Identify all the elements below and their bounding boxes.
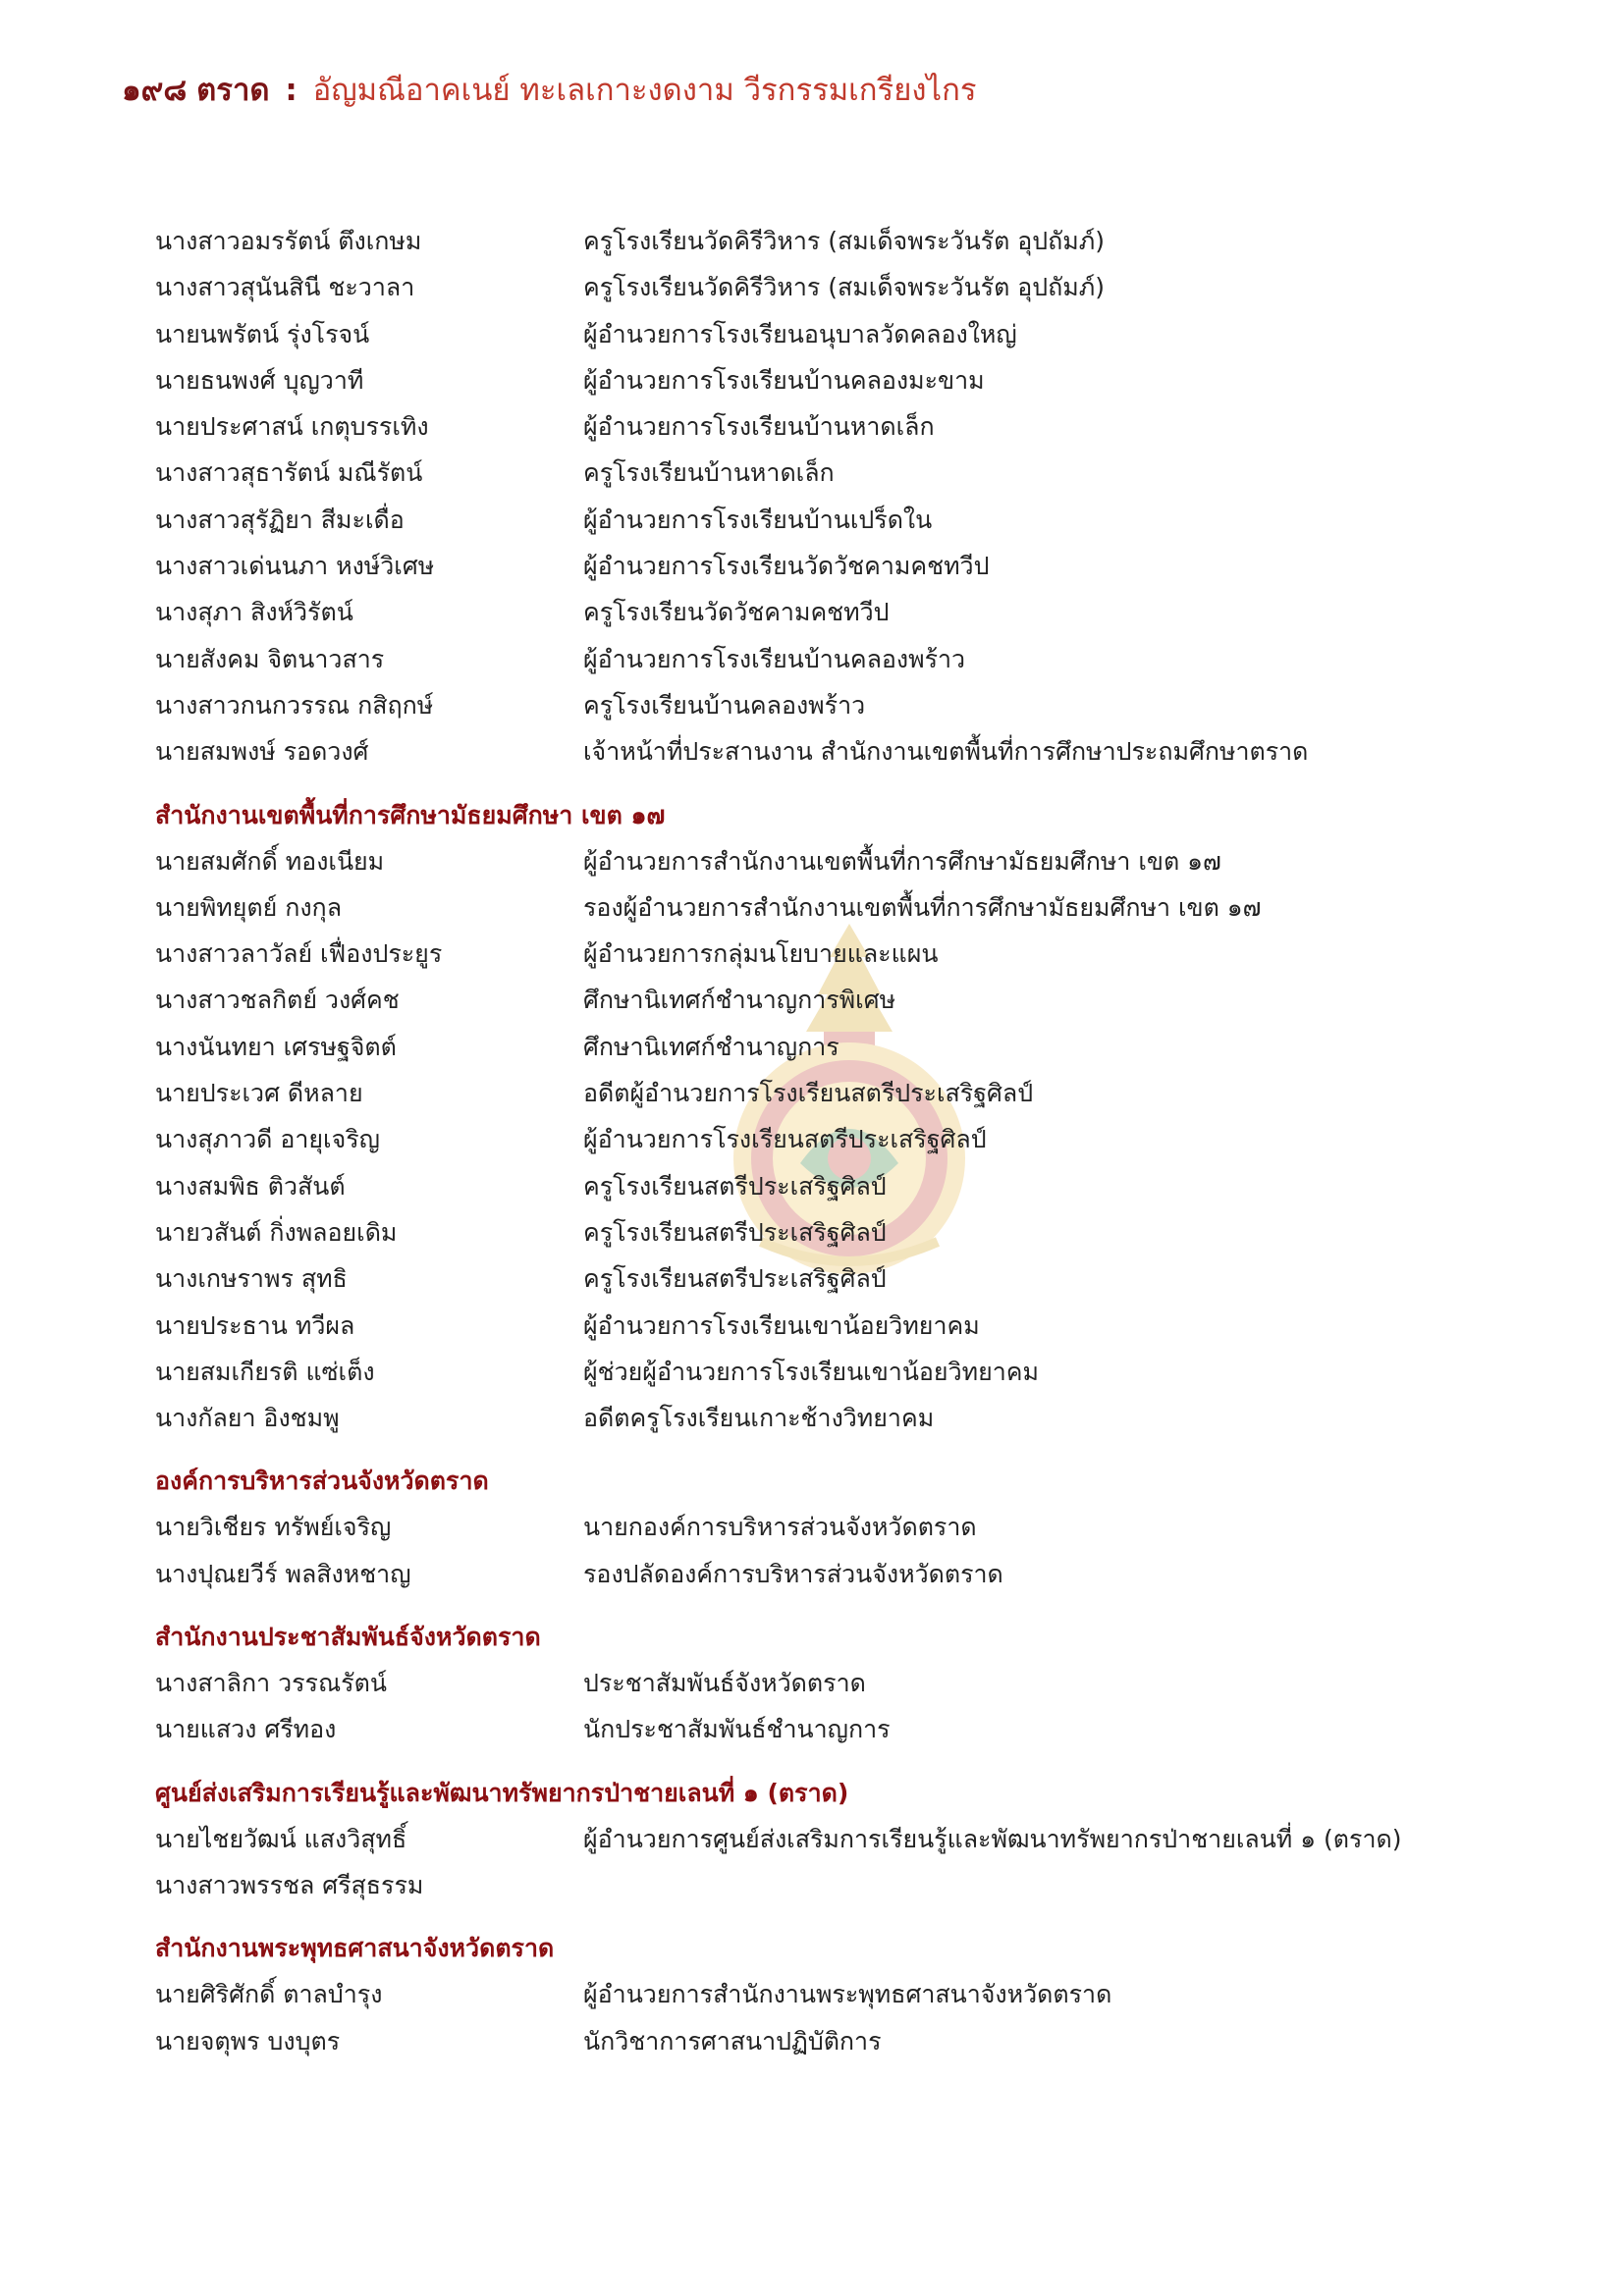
list-item (155, 1816, 1549, 1862)
list-item (155, 450, 1549, 496)
section-title: ศูนย์ส่งเสริมการเรียนรู้และพัฒนาทรัพยากรป่าชายเลนที่ ๑ (ตราด) (155, 1778, 849, 1807)
list-item (155, 1209, 1549, 1255)
list-item (155, 1303, 1549, 1349)
person-position: ครูโรงเรียนสตรีประเสริฐศิลป์ (583, 1264, 887, 1294)
list-item (155, 1971, 1549, 2017)
person-name: นางปุณยวีร์ พลสิงหชาญ (155, 1559, 411, 1588)
list-item (155, 1395, 1549, 1441)
list-item (155, 403, 1549, 450)
section (155, 793, 1549, 1442)
person-position: ผู้อำนวยการโรงเรียนสตรีประเสริฐศิลป์ (583, 1125, 987, 1154)
person-name: นายวสันต์ กิ่งพลอยเดิม (155, 1217, 398, 1247)
person-position: ผู้อำนวยการโรงเรียนเขาน้อยวิทยาคม (583, 1310, 980, 1340)
person-position: ประชาสัมพันธ์จังหวัดตราด (583, 1669, 866, 1698)
person-position: นักประชาสัมพันธ์ชำนาญการ (583, 1715, 891, 1744)
section-title: องค์การบริหารส่วนจังหวัดตราด (155, 1467, 489, 1496)
list-item (155, 1862, 1549, 1908)
person-name: นางสาวกนกวรรณ กสิฤกษ์ (155, 690, 434, 720)
list-item (155, 838, 1549, 884)
list-item (155, 682, 1549, 728)
list-item (155, 1116, 1549, 1162)
list-item (155, 977, 1549, 1023)
section (155, 1459, 1549, 1597)
person-name: นางนันทยา เศรษฐจิตต์ (155, 1032, 397, 1061)
person-name: นายพิทยุตย์ กงกุล (155, 892, 343, 922)
list-item (155, 931, 1549, 977)
list-item (155, 1504, 1549, 1550)
person-name: นายสังคม จิตนาวสาร (155, 644, 385, 673)
list-item (155, 1070, 1549, 1116)
person-position: ผู้อำนวยการศูนย์ส่งเสริมการเรียนรู้และพัฒนาทรัพยากรป่าชายเลนที่ ๑ (ตราด) (583, 1824, 1402, 1853)
person-name: นายประศาสน์ เกตุบรรเทิง (155, 412, 429, 442)
intro-list (155, 218, 1549, 775)
person-position: อดีตครูโรงเรียนเกาะช้างวิทยาคม (583, 1404, 935, 1433)
person-name: นางสมพิธ ติวสันต์ (155, 1171, 346, 1201)
person-position: ครูโรงเรียนวัดวัชคามคชทวีป (583, 598, 890, 627)
person-name: นางสาลิกา วรรณรัตน์ (155, 1669, 387, 1698)
sections-container (155, 793, 1549, 2064)
section-title: สำนักงานพระพุทธศาสนาจังหวัดตราด (155, 1934, 555, 1963)
person-name: นางสุภา สิงห์วิรัตน์ (155, 598, 353, 627)
person-name: นางสาวสุธารัตน์ มณีรัตน์ (155, 458, 423, 488)
list-item (155, 728, 1549, 774)
list-item (155, 589, 1549, 635)
person-position: ครูโรงเรียนวัดคิรีวิหาร (สมเด็จพระวันรัต อุปถัมภ์) (583, 273, 1106, 302)
person-name: นางสาวอมรรัตน์ ตึงเกษม (155, 227, 422, 255)
section (155, 1615, 1549, 1753)
person-name: นายประเวศ ดีหลาย (155, 1079, 363, 1108)
person-position: ผู้ช่วยผู้อำนวยการโรงเรียนเขาน้อยวิทยาคม (583, 1357, 1039, 1386)
person-position: ผู้อำนวยการโรงเรียนบ้านเปร็ดใน (583, 505, 933, 534)
person-position: รองปลัดองค์การบริหารส่วนจังหวัดตราด (583, 1559, 1003, 1588)
section (155, 1771, 1549, 1909)
list-item (155, 218, 1549, 264)
person-position: ผู้อำนวยการโรงเรียนบ้านหาดเล็ก (583, 412, 935, 442)
person-name: นายนพรัตน์ รุ่งโรจน์ (155, 319, 370, 348)
list-item (155, 264, 1549, 310)
province-name: ตราด (196, 73, 270, 108)
person-position: ครูโรงเรียนสตรีประเสริฐศิลป์ (583, 1217, 887, 1247)
person-position: ผู้อำนวยการโรงเรียนอนุบาลวัดคลองใหญ่ (583, 319, 1017, 348)
person-name: นายสมพงษ์ รอดวงศ์ (155, 737, 369, 767)
list-item (155, 636, 1549, 682)
person-name: นายสมศักดิ์ ทองเนียม (155, 846, 385, 876)
book-title: อัญมณีอาคเนย์ ทะเลเกาะงดงาม วีรกรรมเกรียงไกร (312, 73, 977, 108)
person-position: ครูโรงเรียนบ้านคลองพร้าว (583, 690, 866, 720)
person-position: รองผู้อำนวยการสำนักงานเขตพื้นที่การศึกษามัธยมศึกษา เขต ๑๗ (583, 892, 1262, 922)
person-name: นายไชยวัฒน์ แสงวิสุทธิ์ (155, 1824, 407, 1853)
list-item (155, 311, 1549, 357)
person-name: นางเกษราพร สุทธิ (155, 1264, 348, 1294)
person-name: นางกัลยา อิงชมพู (155, 1404, 340, 1433)
page-number: ๑๙๘ (122, 73, 188, 108)
list-item (155, 1255, 1549, 1302)
list-item (155, 1551, 1549, 1597)
document-body (155, 218, 1549, 2064)
person-position: ครูโรงเรียนวัดคิรีวิหาร (สมเด็จพระวันรัต อุปถัมภ์) (583, 227, 1106, 255)
person-name: นายศิริศักดิ์ ตาลบำรุง (155, 1980, 383, 2009)
person-name: นายธนพงศ์ บุญวาที (155, 365, 364, 395)
person-position: นักวิชาการศาสนาปฏิบัติการ (583, 2026, 882, 2056)
person-name: นางสาวลาวัลย์ เฟื่องประยูร (155, 939, 443, 969)
person-name: นางสาวสุนันสินี ชะวาลา (155, 273, 415, 302)
section-title: สำนักงานเขตพื้นที่การศึกษามัธยมศึกษา เขต ๑๗ (155, 800, 666, 829)
person-name: นางสาวพรรชล ศรีสุธรรม (155, 1870, 424, 1899)
list-item (155, 1660, 1549, 1706)
person-position: ผู้อำนวยการกลุ่มนโยบายและแผน (583, 939, 939, 969)
list-item (155, 357, 1549, 403)
person-position: ครูโรงเรียนบ้านหาดเล็ก (583, 458, 835, 488)
person-position: นายกองค์การบริหารส่วนจังหวัดตราด (583, 1513, 977, 1542)
person-name: นายสมเกียรติ แซ่เต็ง (155, 1357, 375, 1386)
person-position: ครูโรงเรียนสตรีประเสริฐศิลป์ (583, 1171, 887, 1201)
list-item (155, 543, 1549, 589)
person-name: นายจตุพร บงบุตร (155, 2026, 341, 2056)
list-item (155, 497, 1549, 543)
person-position: ศึกษานิเทศก์ชำนาญการพิเศษ (583, 986, 896, 1015)
person-name: นางสุภาวดี อายุเจริญ (155, 1125, 380, 1154)
person-name: นางสาวชลกิตย์ วงศ์คช (155, 986, 400, 1015)
list-item (155, 2018, 1549, 2064)
person-name: นางสาวเด่นนภา หงษ์วิเศษ (155, 552, 435, 581)
header-separator: : (285, 73, 298, 108)
person-position: ผู้อำนวยการสำนักงานเขตพื้นที่การศึกษามัธยมศึกษา เขต ๑๗ (583, 846, 1221, 876)
person-name: นายประธาน ทวีผล (155, 1310, 355, 1340)
person-name: นายวิเชียร ทรัพย์เจริญ (155, 1513, 392, 1542)
page-header (122, 65, 977, 114)
section (155, 1926, 1549, 2064)
person-name: นายแสวง ศรีทอง (155, 1715, 337, 1744)
section-title: สำนักงานประชาสัมพันธ์จังหวัดตราด (155, 1623, 541, 1652)
person-position: ศึกษานิเทศก์ชำนาญการ (583, 1032, 839, 1061)
list-item (155, 1706, 1549, 1752)
person-name: นางสาวสุรัฏิยา สีมะเดื่อ (155, 505, 405, 534)
person-position: เจ้าหน้าที่ประสานงาน สำนักงานเขตพื้นที่การศึกษาประถมศึกษาตราด (583, 737, 1309, 767)
person-position: ผู้อำนวยการโรงเรียนบ้านคลองมะขาม (583, 365, 985, 395)
person-position: ผู้อำนวยการโรงเรียนวัดวัชคามคชทวีป (583, 552, 990, 581)
person-position: ผู้อำนวยการสำนักงานพระพุทธศาสนาจังหวัดตราด (583, 1980, 1112, 2009)
person-position: อดีตผู้อำนวยการโรงเรียนสตรีประเสริฐศิลป์ (583, 1079, 1034, 1108)
list-item (155, 1024, 1549, 1070)
person-position: ผู้อำนวยการโรงเรียนบ้านคลองพร้าว (583, 644, 966, 673)
list-item (155, 884, 1549, 931)
list-item (155, 1349, 1549, 1395)
list-item (155, 1163, 1549, 1209)
